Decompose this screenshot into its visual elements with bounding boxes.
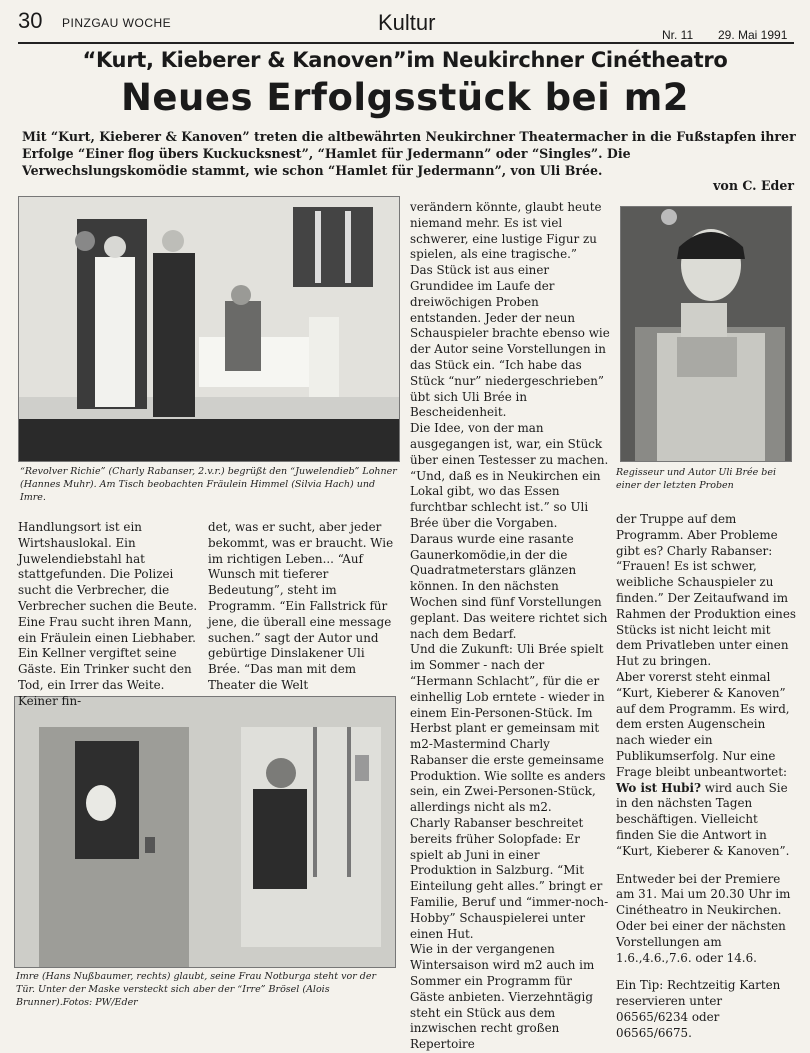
stage-photo-caption: “Revolver Richie” (Charly Rabanser, 2.v.r.) begrüßt den “Juwelendieb” Lohner (Hannes Muhr). Am Tisch beobachten Fräulein Himmel (Silvia Hach) und Imre.	[20, 466, 397, 503]
article-column-1	[18, 520, 200, 710]
paragraph: Wie in der vergangenen Wintersaison wird m2 auch im Sommer ein Programm für Gäste anbieten. Vierzehntägig steht ein Stück aus dem inzwischen recht großen Repertoire	[410, 942, 595, 1052]
paragraph: Die Idee, von der man ausgegangen ist, war, ein Stück über einen Testesser zu machen. “Und, daß es in Neukirchen ein Lokal gibt, wo das Essen furchtbar schlecht ist.” so Uli Brée über die Vorgaben.	[410, 421, 609, 530]
paragraph-text: Aber vorerst steht einmal “Kurt, Kieberer & Kanoven” auf dem Programm. Es wird, dem ersten Augenschein nach wieder ein Publikumserfolg. Nur eine Frage bleibt unbeantwortet:	[616, 669, 790, 779]
author-photo	[620, 206, 792, 462]
author-photo-caption: Regisseur und Autor Uli Brée bei einer der letzten Proben	[616, 467, 776, 491]
page-number: 30	[18, 8, 43, 33]
article-lead: Mit “Kurt, Kieberer & Kanoven” treten die altbewährten Neukirchner Theatermacher in die Fußstapfen ihrer Erfolge “Einer flog übers Kuckucksnest”, “Hamlet für Jedermann” oder “Singles”. Die Verwechslungskomödie stammt, wie schon “Hamlet für Jedermann”, von Uli Brée.	[22, 129, 796, 178]
article-byline: von C. Eder	[713, 178, 794, 193]
paragraph-text: wird auch Sie in den nächsten Tagen beschäftigen. Vielleicht finden Sie die Antwort in “Kurt, Kieberer & Kanoven”.	[616, 780, 790, 858]
paragraph: Charly Rabanser beschreitet bereits früher Solopfade: Er spielt ab Juni in einer Produktion in Salzburg. “Mit Einteilung geht alles.” bringt er Familie, Beruf und “immer-noch-Hobby” Schauspielerei unter einen Hut.	[410, 816, 609, 941]
stage-photo	[18, 196, 400, 462]
paragraph: verändern könnte, glaubt heute niemand mehr. Es ist viel schwerer, eine lustige Figur zu spielen, als eine tragische.”	[410, 200, 602, 262]
paragraph: der Truppe auf dem Programm. Aber Probleme gibt es? Charly Rabanser: “Frauen! Es ist schwer, weibliche Schauspieler zu finden.” Der Zeitaufwand im Rahmen der Produktion eines Stücks ist nicht leicht mit dem Privatleben unter einen Hut zu bringen.	[616, 512, 796, 669]
issue-date: 29. Mai 1991	[718, 28, 788, 42]
paragraph: Und die Zukunft: Uli Brée spielt im Sommer - nach der “Hermann Schlacht”, für die er einhellig Lob erntete - wieder in einem Ein-Personen-Stück. Im Herbst plant er gemeinsam mit m2-Mastermind Charly Rabanser die erste gemeinsame Produktion. Wie sollte es anders sein, ein Zwei-Personen-Stück, allerdings nicht als m2.	[410, 642, 606, 815]
article-column-3	[410, 200, 610, 1053]
paragraph: Das Stück ist aus einer Grundidee im Laufe der dreiwöchigen Proben entstanden. Jeder der neun Schauspieler brachte ebenso wie der Autor seine Vorstellungen in das Stück ein. “Ich habe das Stück “nur” niedergeschrieben” übt sich Uli Brée in Bescheidenheit.	[410, 263, 610, 420]
door-photo-caption: Imre (Hans Nußbaumer, rechts) glaubt, seine Frau Notburga steht vor der Tür. Unter der Maske versteckt sich aber der “Irre” Brösel (Alois Brunner).Fotos: PW/Eder	[16, 971, 377, 1008]
issue-number: Nr. 11	[662, 28, 694, 42]
paragraph: det, was er sucht, aber jeder bekommt, was er braucht. Wie im richtigen Leben... “Auf Wunsch mit tieferer Bedeutung”, steht im Programm. “Ein Fallstrick für jene, die überall eine message suchen.” sagt der Autor und gebürtige Dinslakener Uli Brée. “Das man mit dem Theater die Welt	[208, 520, 394, 692]
paragraph	[616, 670, 796, 860]
author-photo-image	[621, 207, 792, 462]
paragraph: Handlungsort ist ein Wirtshauslokal. Ein Juwelendiebstahl hat stattgefunden. Die Polizei sucht die Verbrecher, die Verbrecher suchen die Beute. Eine Frau sucht ihren Mann, ein Fräulein einen Liebhaber. Ein Kellner vergiftet seine Gäste. Ein Trinker sucht den Tod, ein Irrer das Weite. Keiner fin-	[18, 520, 198, 708]
stage-photo-image	[19, 197, 400, 462]
door-photo	[14, 696, 396, 968]
section-title: Kultur	[378, 10, 436, 35]
door-photo-image	[15, 697, 396, 968]
article-column-4	[616, 512, 796, 1042]
paragraph: Entweder bei der Premiere am 31. Mai um 20.30 Uhr im Cinétheatro in Neukirchen. Oder bei einer der nächsten Vorstellungen am 1.6.,4.6.,7.6. oder 14.6.	[616, 871, 791, 965]
article-kicker: “Kurt, Kieberer & Kanoven”im Neukirchner Cinétheatro	[82, 48, 728, 72]
paragraph: Ein Tip: Rechtzeitig Karten reservieren unter 06565/6234 oder 06565/6675.	[616, 978, 781, 1040]
article-column-2	[208, 520, 400, 694]
header-rule	[18, 42, 794, 44]
article-headline: Neues Erfolgsstück bei m2	[120, 76, 690, 119]
highlight-question: Wo ist Hubi?	[616, 780, 701, 795]
paragraph: Daraus wurde eine rasante Gaunerkomödie,in der die Quadratmeterstars glänzen können. In den nächsten Wochen sind fünf Vorstellungen geplant. Das weitere richtet sich nach dem Bedarf.	[410, 531, 608, 641]
newspaper-name: PINZGAU WOCHE	[62, 16, 172, 30]
